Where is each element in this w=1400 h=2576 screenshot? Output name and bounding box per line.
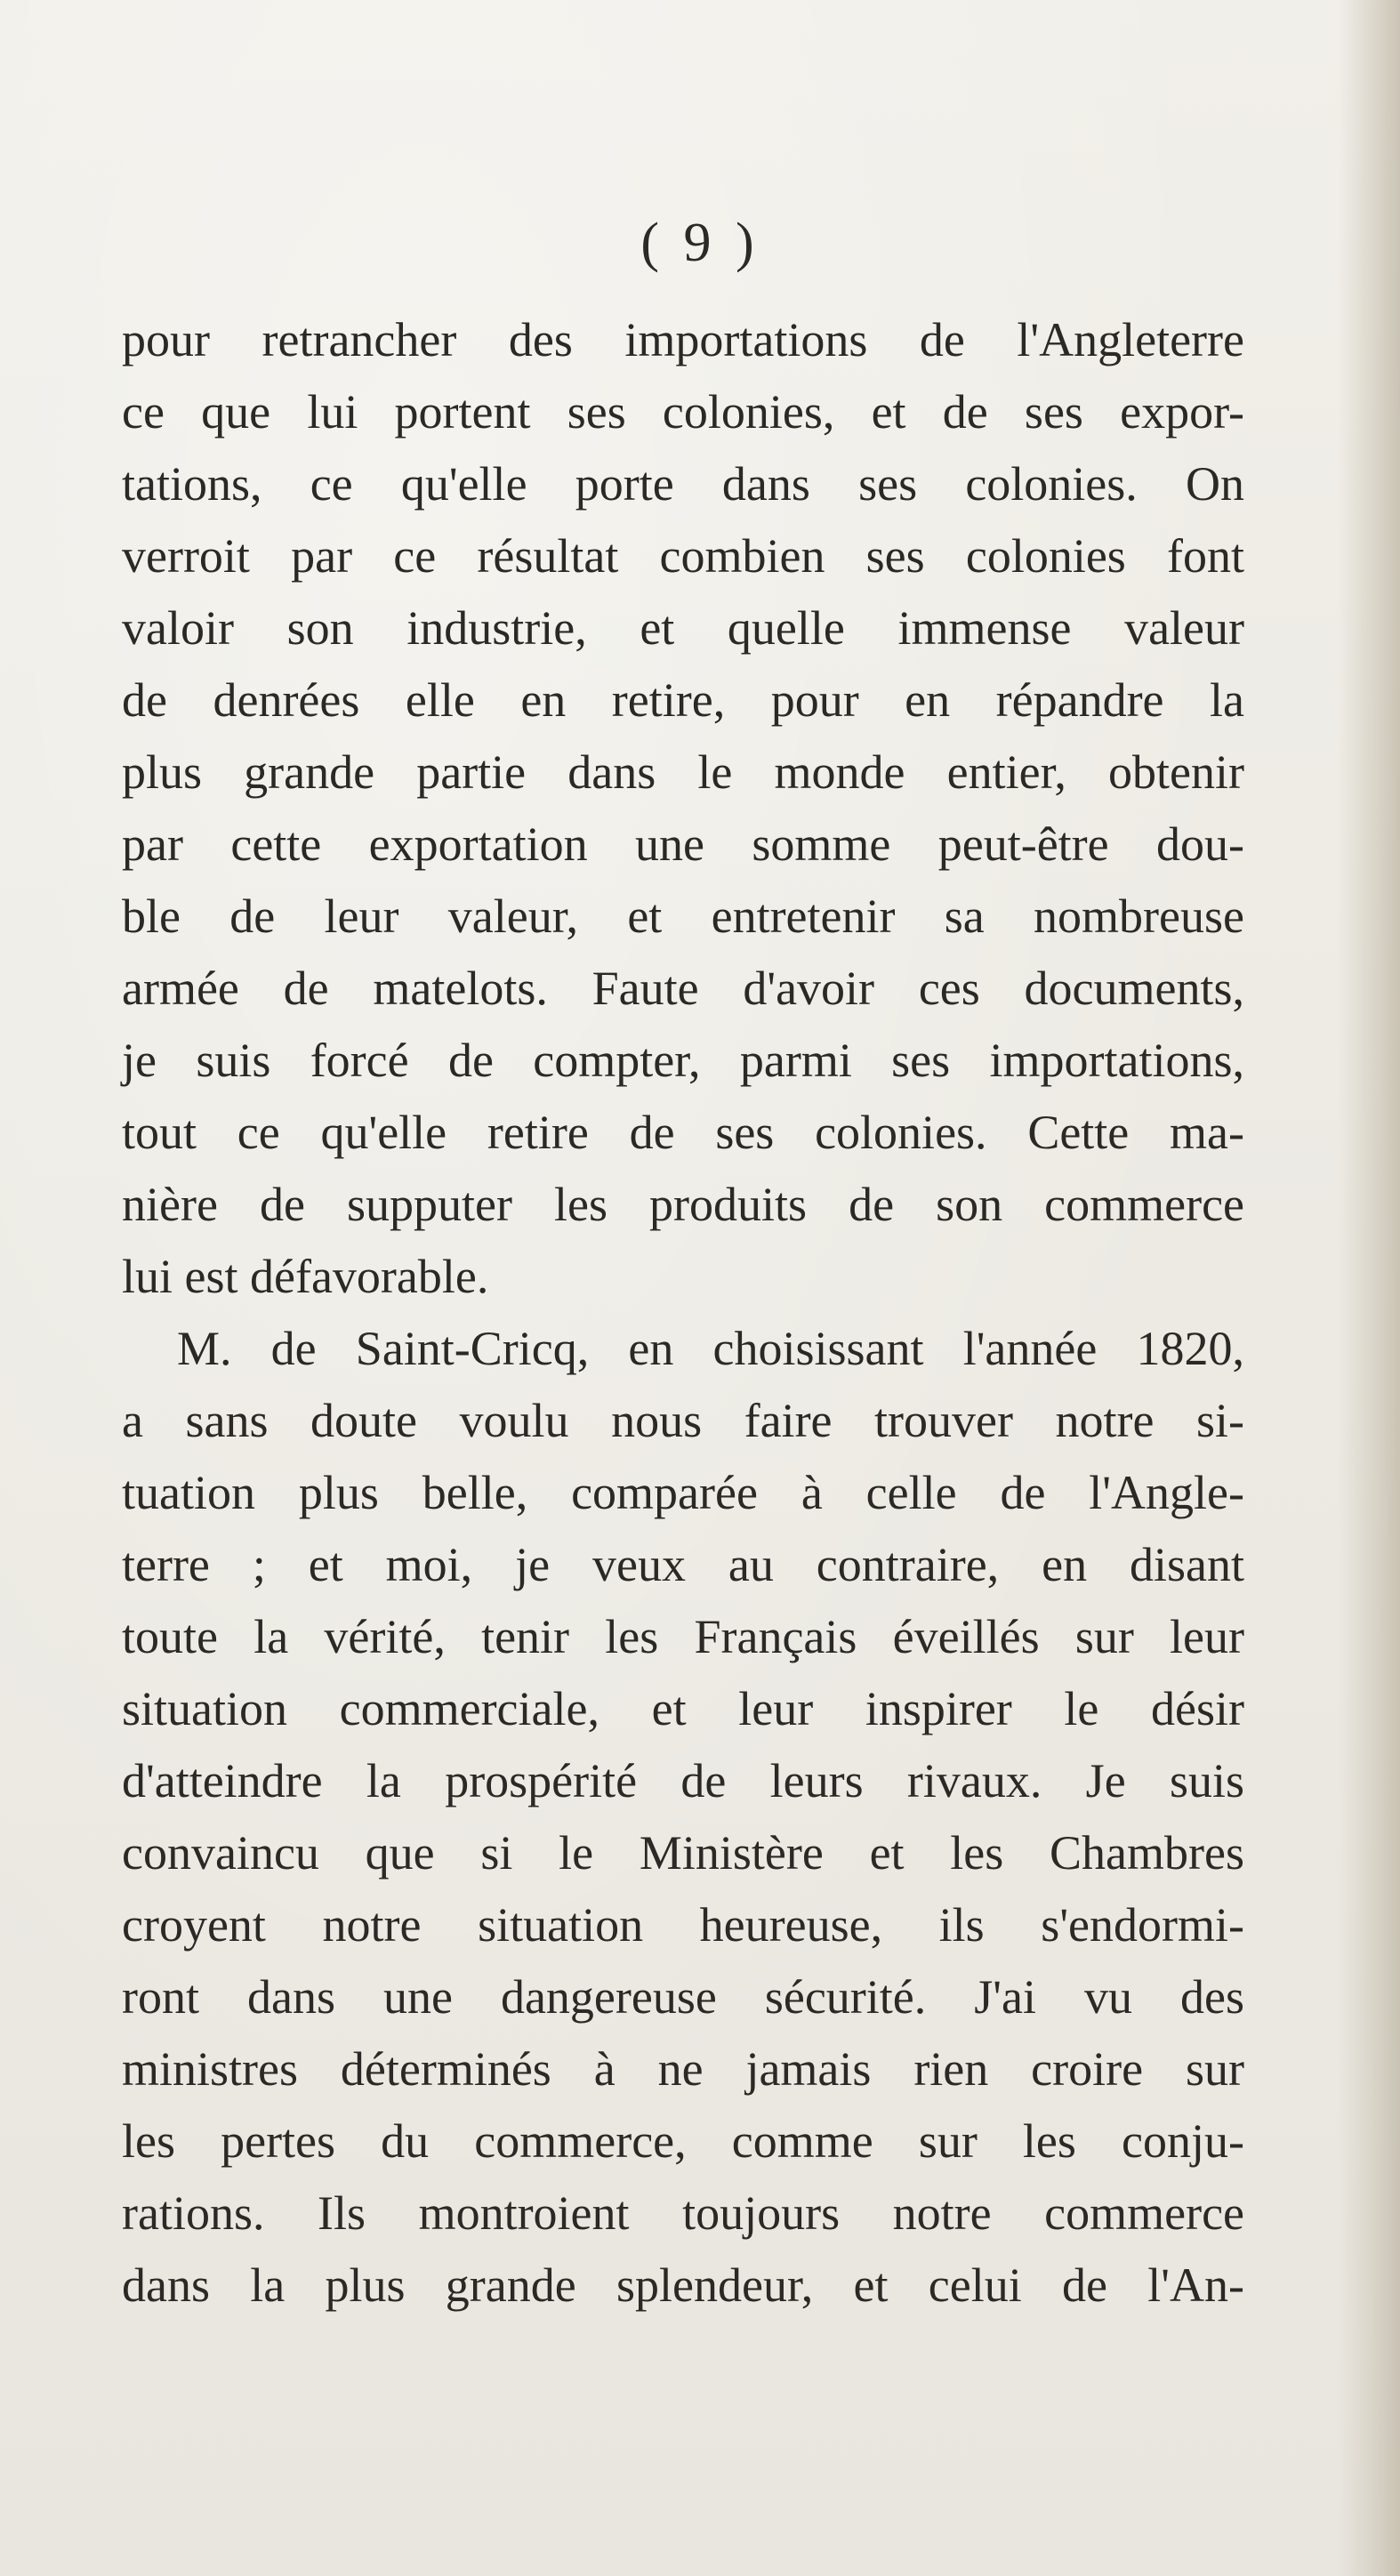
text-line: armée de matelots. Faute d'avoir ces documents,	[122, 962, 1244, 1015]
text-line: tuation plus belle, comparée à celle de l'Angle-	[122, 1466, 1244, 1519]
text-line: ront dans une dangereuse sécurité. J'ai vu des	[122, 1970, 1244, 2024]
text-line: toute la vérité, tenir les Français éveillés sur leur	[122, 1610, 1244, 1663]
text-line: verroit par ce résultat combien ses colonies font	[122, 529, 1244, 583]
text-line: d'atteindre la prospérité de leurs rivaux. Je suis	[122, 1754, 1244, 1807]
text-line: convaincu que si le Ministère et les Chambres	[122, 1826, 1244, 1880]
text-line: rations. Ils montroient toujours notre commerce	[122, 2186, 1244, 2240]
text-line: dans la plus grande splendeur, et celui de l'An-	[122, 2258, 1244, 2312]
text-line: pour retrancher des importations de l'Angleterre	[122, 313, 1244, 366]
text-line: plus grande partie dans le monde entier, obtenir	[122, 745, 1244, 799]
text-line: les pertes du commerce, comme sur les conju-	[122, 2114, 1244, 2168]
text-line: situation commerciale, et leur inspirer le désir	[122, 1682, 1244, 1735]
body-text	[122, 304, 1244, 2322]
text-line: M. de Saint-Cricq, en choisissant l'année 1820,	[177, 1322, 1244, 1375]
text-line: de denrées elle en retire, pour en répandre la	[122, 673, 1244, 727]
text-line: terre ; et moi, je veux au contraire, en disant	[122, 1538, 1244, 1591]
text-line: tout ce qu'elle retire de ses colonies. Cette ma-	[122, 1106, 1244, 1159]
text-line: croyent notre situation heureuse, ils s'endormi-	[122, 1898, 1244, 1952]
text-line: tations, ce qu'elle porte dans ses colonies. On	[122, 457, 1244, 511]
text-line: lui est défavorable.	[122, 1250, 489, 1303]
text-line: ble de leur valeur, et entretenir sa nombreuse	[122, 890, 1244, 943]
text-line: a sans doute voulu nous faire trouver notre si-	[122, 1394, 1244, 1447]
text-line: je suis forcé de compter, parmi ses importations,	[122, 1034, 1244, 1087]
text-line: nière de supputer les produits de son commerce	[122, 1178, 1244, 1231]
text-line: valoir son industrie, et quelle immense valeur	[122, 601, 1244, 655]
page-edge-shadow	[1338, 0, 1400, 2576]
text-line: ce que lui portent ses colonies, et de ses expor-	[122, 385, 1244, 439]
text-line: par cette exportation une somme peut-être dou-	[122, 817, 1244, 871]
text-line: ministres déterminés à ne jamais rien croire sur	[122, 2042, 1244, 2096]
page-number: ( 9 )	[640, 213, 760, 273]
